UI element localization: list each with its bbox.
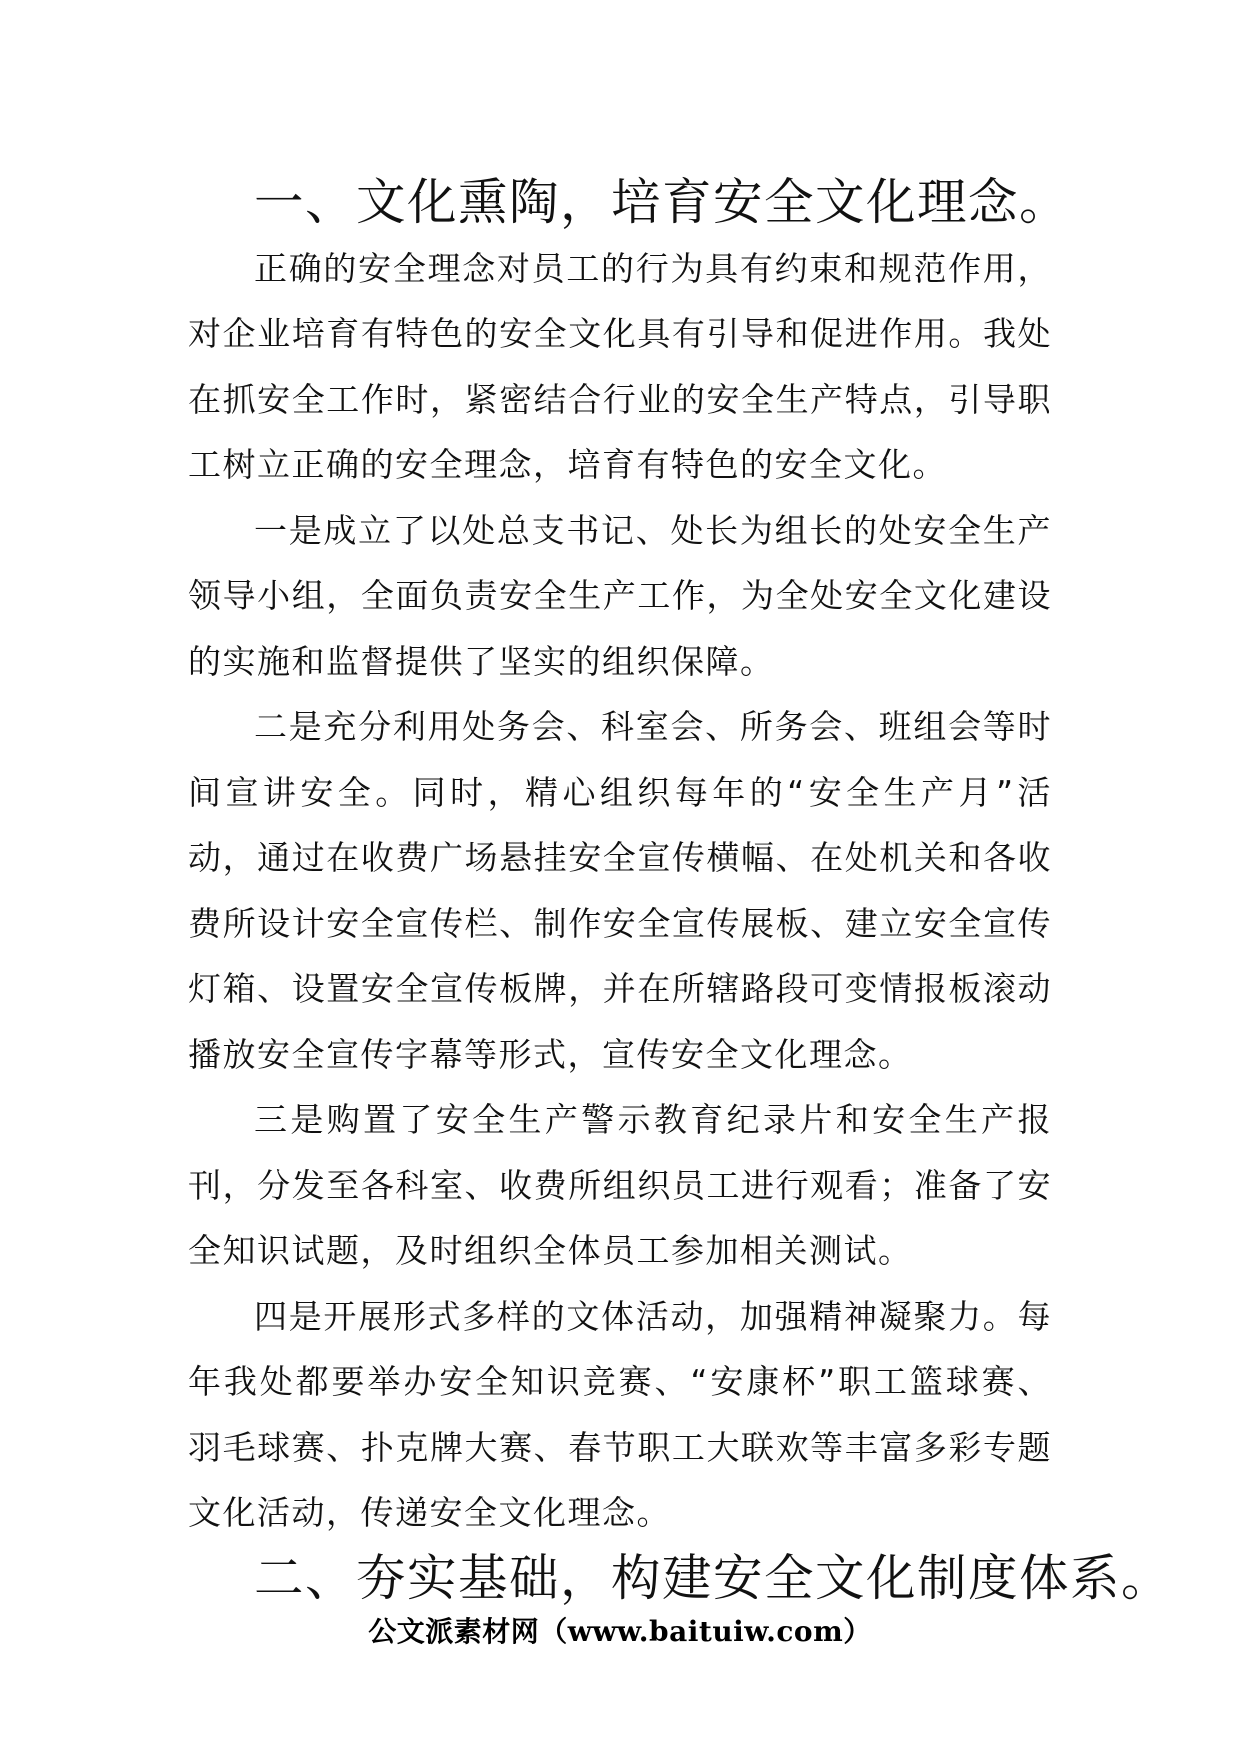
paragraph-point-3: 三是购置了安全生产警示教育纪录片和安全生产报刊，分发至各科室、收费所组织员工进行观看；准备了安全知识试题，及时组织全体员工参加相关测试。 [188, 1100, 1052, 1270]
footer-watermark-text: 公文派素材网（www.baituiw.com） [368, 1615, 872, 1648]
paragraph-point-1: 一是成立了以处总支书记、处长为组长的处安全生产领导小组，全面负责安全生产工作，为全处安全文化建设的实施和监督提供了坚实的组织保障。 [188, 510, 1052, 681]
section-heading-2: 二、夯实基础，构建安全文化制度体系。 [254, 1548, 1172, 1607]
paragraph-point-2: 二是充分利用处务会、科室会、所务会、班组会等时间宣讲安全。同时，精心组织每年的“安全生产月”活动，通过在收费广场悬挂安全宣传横幅、在处机关和各收费所设计安全宣传栏、制作安全宣传展板、建立安全宣传灯箱、设置安全宣传板牌，并在所辖路段可变情报板滚动播放安全宣传字幕等形式，宣传安全文化理念。 [188, 707, 1052, 1074]
paragraph-point-4: 四是开展形式多样的文体活动，加强精神凝聚力。每年我处都要举办安全知识竞赛、“安康杯”职工篮球赛、羽毛球赛、扑克牌大赛、春节职工大联欢等丰富多彩专题文化活动，传递安全文化理念。 [188, 1296, 1052, 1532]
section-heading-1: 一、文化熏陶，培育安全文化理念。 [254, 173, 1070, 231]
paragraph-intro: 正确的安全理念对员工的行为具有约束和规范作用，对企业培育有特色的安全文化具有引导和促进作用。我处在抓安全工作时，紧密结合行业的安全生产特点，引导职工树立正确的安全理念，培育有特色的安全文化。 [188, 248, 1052, 484]
document-body [188, 170, 1172, 1611]
